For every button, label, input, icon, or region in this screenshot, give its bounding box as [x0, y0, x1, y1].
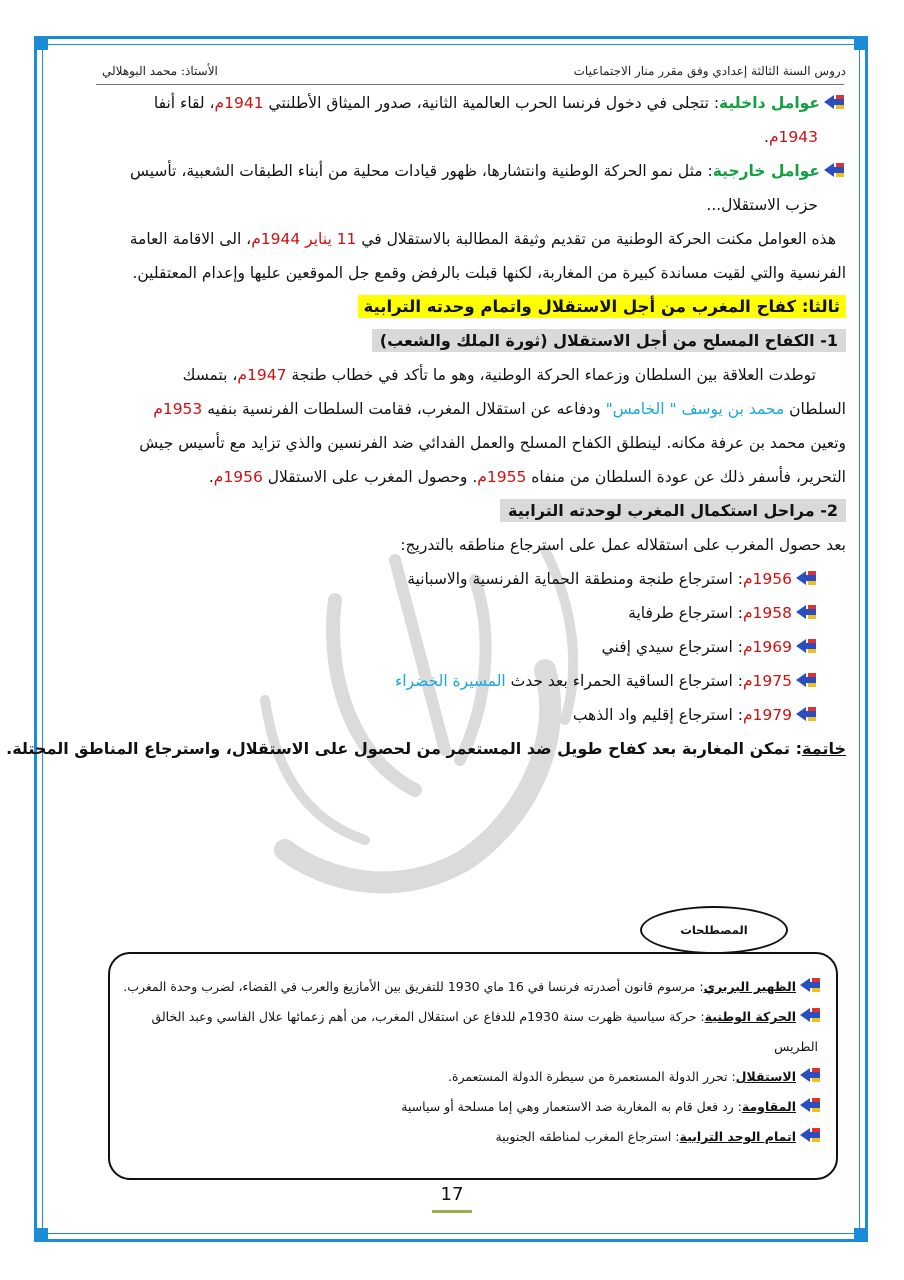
arrow-bullet-icon [800, 1066, 822, 1084]
term-item-continued: الطريس [774, 1039, 818, 1054]
list-item: 1969م: استرجاع سيدي إفني [60, 630, 846, 664]
paragraph-line-1: هذه العوامل مكنت الحركة الوطنية من تقديم وثيقة المطالبة بالاستقلال في 11 يناير 1944م، الى الاقامة العامة [129, 230, 836, 248]
sub-1-line-4: التحرير، فأسفر ذلك عن عودة السلطان من منفاه 1955م. وحصول المغرب على الاستقلال 1956م. [208, 468, 846, 486]
external-factors-line-2: حزب الاستقلال... [706, 196, 818, 214]
page-header [90, 62, 846, 84]
term-item: اتمام الوحد الترابية: استرجاع المغرب لمناطقه الجنوبية [120, 1122, 822, 1152]
arrow-bullet-icon [796, 637, 818, 655]
term-item: الاستقلال: تحرر الدولة المستعمرة من سيطرة الدولة المستعمرة. [120, 1062, 822, 1092]
internal-factors-line: عوامل داخلية: تتجلى في دخول فرنسا الحرب العالمية الثانية، صدور الميثاق الأطلنتي 1941م، لقاء أنفا [60, 86, 846, 120]
frame-corner [854, 1228, 868, 1242]
main-content [6, 86, 846, 766]
conclusion-label: خاتمة [802, 739, 846, 758]
page-number: 17 [440, 1184, 464, 1205]
arrow-bullet-icon [800, 976, 822, 994]
section-3-title: ثالثا: كفاح المغرب من أجل الاستقلال واتمام وحدته الترابية [358, 295, 846, 318]
arrow-bullet-icon [796, 603, 818, 621]
sub-1-title: 1- الكفاح المسلح من أجل الاستقلال (ثورة الملك والشعب) [372, 329, 846, 352]
arrow-bullet-icon [824, 93, 846, 111]
arrow-bullet-icon [800, 1006, 822, 1024]
paragraph-line-2: الفرنسية والتي لقيت مساندة كبيرة من المغاربة، لكنها قبلت بالرفض وقمع جل الموقعين عليها وإعدام المعتقلين. [132, 264, 846, 282]
header-teacher: الأستاذ: محمد البوهلالي [102, 64, 218, 78]
arrow-bullet-icon [824, 161, 846, 179]
arrow-bullet-icon [796, 705, 818, 723]
term-item: المقاومة: رد فعل قام به المغاربة ضد الاستعمار وهي إما مسلحة أو سياسية [120, 1092, 822, 1122]
list-item: 1958م: استرجاع طرفاية [60, 596, 846, 630]
header-course: دروس السنة الثالثة إعدادي وفق مقرر منار الاجتماعيات [573, 64, 846, 78]
arrow-bullet-icon [800, 1126, 822, 1144]
arrow-bullet-icon [796, 671, 818, 689]
terms-title: المصطلحات [640, 906, 788, 954]
sub-2-line [60, 494, 846, 528]
list-item: 1956م: استرجاع طنجة ومنطقة الحماية الفرنسية والاسبانية [60, 562, 846, 596]
header-divider [96, 84, 844, 85]
sub-2-intro: بعد حصول المغرب على استقلاله عمل على استرجاع مناطقه بالتدريج: [400, 536, 846, 554]
frame-corner [854, 36, 868, 50]
external-factors-label: عوامل خارجية [712, 162, 820, 180]
list-item: 1979م: استرجاع إقليم واد الذهب [60, 698, 846, 732]
internal-factors-line-2: 1943م. [764, 128, 818, 146]
sub-1-line [60, 324, 846, 358]
arrow-bullet-icon [796, 569, 818, 587]
section-3-line [60, 290, 846, 324]
terms-box [108, 952, 838, 1180]
list-item: 1975م: استرجاع الساقية الحمراء بعد حدث المسيرة الخضراء [60, 664, 846, 698]
sub-1-line-3: وتعين محمد بن عرفة مكانه. لينطلق الكفاح المسلح والعمل الفدائي ضد الفرنسين والذي تزايد مع تأسيس جيش [139, 434, 846, 452]
sub-2-title: 2- مراحل استكمال المغرب لوحدته الترابية [500, 499, 846, 522]
page-number-underline [432, 1210, 472, 1213]
sub-1-line-1: توطدت العلاقة بين السلطان وزعماء الحركة الوطنية، وهو ما تأكد في خطاب طنجة 1947م، بتمسك [182, 366, 816, 384]
external-factors-line: عوامل خارجية: مثل نمو الحركة الوطنية وانتشارها، ظهور قيادات محلية من أبناء الطبقات الشعبية، تأسيس [60, 154, 846, 188]
term-item: الحركة الوطنية: حركة سياسية ظهرت سنة 1930م للدفاع عن استقلال المغرب، من أهم زعمائها علال الفاسي وعبد الخالق [120, 1002, 822, 1032]
arrow-bullet-icon [800, 1096, 822, 1114]
sub-1-line-2: السلطان محمد بن يوسف " الخامس" ودفاعه عن استقلال المغرب، فقامت السلطات الفرنسية بنفيه 1953م [153, 400, 846, 418]
frame-corner [34, 36, 48, 50]
frame-corner [34, 1228, 48, 1242]
conclusion: خاتمة: تمكن المغاربة بعد كفاح طويل ضد المستعمر من لحصول على الاستقلال، واسترجاع المناطق المحتلة. [6, 739, 846, 758]
term-item: الظهير البربري: مرسوم قانون أصدرته فرنسا في 16 ماي 1930 للتفريق بين الأمازيغ والعرب في القضاء، لضرب وحدة المغرب. [120, 972, 822, 1002]
internal-factors-label: عوامل داخلية [719, 94, 820, 112]
